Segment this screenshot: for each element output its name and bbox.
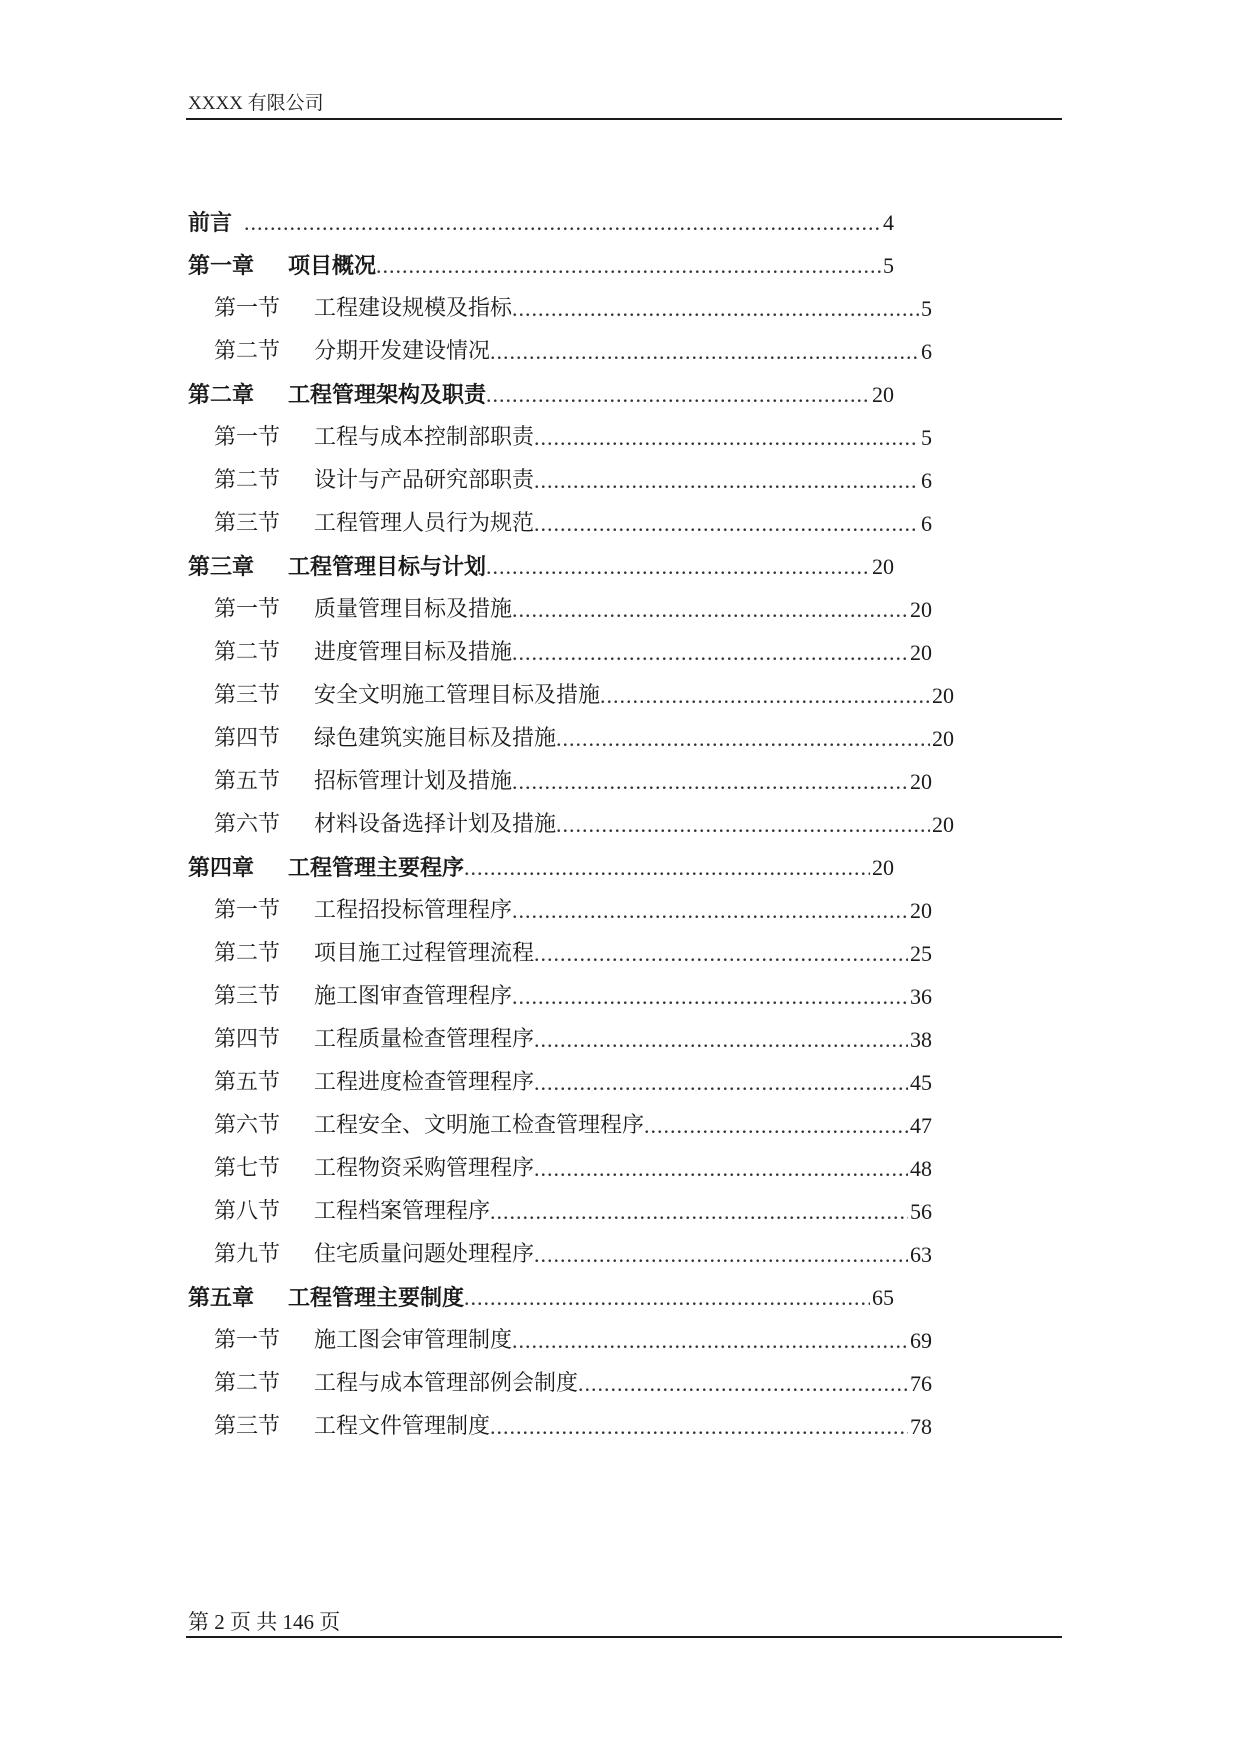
toc-section-row[interactable] bbox=[188, 507, 932, 541]
toc-dot-leader bbox=[534, 937, 908, 971]
toc-entry-title: 工程管理主要程序 bbox=[288, 855, 465, 881]
toc-entry-number: 第三节 bbox=[214, 984, 281, 1009]
toc-entry-label bbox=[188, 378, 486, 412]
toc-entry-label bbox=[214, 1410, 490, 1444]
toc-entry-title: 工程物资采购管理程序 bbox=[314, 1156, 535, 1181]
toc-entry-title: 绿色建筑实施目标及措施 bbox=[314, 726, 557, 751]
toc-dot-leader bbox=[534, 1238, 908, 1272]
toc-page-number: 69 bbox=[910, 1328, 932, 1353]
footer-divider bbox=[186, 1636, 1062, 1638]
toc-entry-number: 第一节 bbox=[214, 296, 281, 321]
toc-entry-title: 工程与成本控制部职责 bbox=[314, 425, 535, 450]
toc-entry-title: 工程安全、文明施工检查管理程序 bbox=[314, 1113, 645, 1138]
toc-dot-leader bbox=[244, 206, 881, 240]
toc-dot-leader bbox=[556, 722, 930, 756]
toc-entry-label bbox=[214, 507, 534, 541]
toc-entry-title: 工程档案管理程序 bbox=[314, 1199, 491, 1224]
toc-entry-number: 第三节 bbox=[214, 1414, 281, 1439]
toc-entry-number: 第一节 bbox=[214, 425, 281, 450]
toc-entry-title: 工程招投标管理程序 bbox=[314, 898, 513, 923]
toc-entry-title: 施工图会审管理制度 bbox=[314, 1328, 513, 1353]
toc-page-number: 5 bbox=[921, 296, 932, 321]
toc-entry-label bbox=[214, 1152, 534, 1186]
toc-section-row[interactable] bbox=[188, 421, 932, 455]
toc-entry-number: 第二节 bbox=[214, 640, 281, 665]
toc-entry-number: 第九节 bbox=[214, 1242, 281, 1267]
toc-entry-number: 第一节 bbox=[214, 898, 281, 923]
toc-dot-leader bbox=[534, 1023, 908, 1057]
toc-entry-title: 进度管理目标及措施 bbox=[314, 640, 513, 665]
toc-dot-leader bbox=[486, 550, 870, 584]
toc-entry-number: 第三章 bbox=[188, 554, 255, 580]
toc-entry-title: 工程文件管理制度 bbox=[314, 1414, 491, 1439]
toc-dot-leader bbox=[512, 765, 908, 799]
toc-dot-leader bbox=[512, 593, 908, 627]
toc-section-row[interactable] bbox=[188, 894, 932, 928]
toc-page-number: 25 bbox=[910, 941, 932, 966]
toc-entry-label bbox=[214, 1324, 512, 1358]
toc-page-number: 38 bbox=[910, 1027, 932, 1052]
toc-dot-leader bbox=[490, 1195, 908, 1229]
header-divider bbox=[186, 118, 1062, 120]
toc-dot-leader bbox=[512, 636, 908, 670]
toc-entry-number: 第六节 bbox=[214, 1113, 281, 1138]
toc-chapter-row[interactable] bbox=[188, 206, 894, 240]
toc-entry-label bbox=[214, 679, 600, 713]
toc-entry-title: 设计与产品研究部职责 bbox=[314, 468, 535, 493]
toc-entry-number: 第七节 bbox=[214, 1156, 281, 1181]
toc-dot-leader bbox=[512, 292, 919, 326]
toc-section-row[interactable] bbox=[188, 1367, 932, 1401]
toc-section-row[interactable] bbox=[188, 808, 954, 842]
toc-page-number: 48 bbox=[910, 1156, 932, 1181]
toc-entry-label bbox=[188, 249, 376, 283]
toc-entry-title: 工程管理架构及职责 bbox=[288, 382, 487, 408]
toc-page-number: 47 bbox=[910, 1113, 932, 1138]
toc-entry-number: 第二节 bbox=[214, 1371, 281, 1396]
toc-section-row[interactable] bbox=[188, 1195, 932, 1229]
toc-section-row[interactable] bbox=[188, 335, 932, 369]
toc-section-row[interactable] bbox=[188, 1023, 932, 1057]
toc-entry-title: 工程进度检查管理程序 bbox=[314, 1070, 535, 1095]
toc-section-row[interactable] bbox=[188, 765, 932, 799]
toc-section-row[interactable] bbox=[188, 1410, 932, 1444]
toc-page-number: 6 bbox=[921, 511, 932, 536]
toc-entry-title: 工程质量检查管理程序 bbox=[314, 1027, 535, 1052]
toc-entry-title: 项目施工过程管理流程 bbox=[314, 941, 535, 966]
toc-dot-leader bbox=[644, 1109, 908, 1143]
toc-entry-label bbox=[188, 1281, 464, 1315]
toc-entry-label bbox=[214, 1066, 534, 1100]
toc-entry-label bbox=[214, 808, 556, 842]
toc-entry-number: 第六节 bbox=[214, 812, 281, 837]
toc-entry-number: 第一章 bbox=[188, 253, 255, 279]
toc-entry-number: 第五节 bbox=[214, 769, 281, 794]
toc-dot-leader bbox=[512, 894, 908, 928]
toc-entry-number: 第八节 bbox=[214, 1199, 281, 1224]
toc-entry-label bbox=[214, 722, 556, 756]
toc-entry-label bbox=[214, 1109, 644, 1143]
toc-section-row[interactable] bbox=[188, 464, 932, 498]
toc-page-number: 20 bbox=[872, 382, 894, 407]
toc-entry-title: 施工图审查管理程序 bbox=[314, 984, 513, 1009]
toc-entry-label bbox=[214, 292, 512, 326]
toc-dot-leader bbox=[376, 249, 881, 283]
toc-entry-label bbox=[188, 851, 464, 885]
toc-chapter-row[interactable] bbox=[188, 851, 894, 885]
toc-entry-number: 第一节 bbox=[214, 1328, 281, 1353]
page-footer-number: 第 2 页 共 146 页 bbox=[188, 1610, 341, 1634]
toc-entry-number: 第二节 bbox=[214, 339, 281, 364]
toc-page-number: 20 bbox=[932, 726, 954, 751]
toc-entry-label bbox=[214, 937, 534, 971]
toc-page-number: 20 bbox=[910, 597, 932, 622]
toc-entry-label bbox=[214, 1023, 534, 1057]
toc-entry-label bbox=[214, 1238, 534, 1272]
toc-page-number: 4 bbox=[883, 210, 894, 235]
toc-dot-leader bbox=[534, 464, 919, 498]
toc-dot-leader bbox=[534, 421, 919, 455]
toc-entry-number: 第五章 bbox=[188, 1285, 255, 1311]
toc-dot-leader bbox=[486, 378, 870, 412]
toc-entry-title: 工程管理人员行为规范 bbox=[314, 511, 535, 536]
toc-page-number: 20 bbox=[910, 769, 932, 794]
toc-entry-label bbox=[214, 894, 512, 928]
toc-entry-number: 第一节 bbox=[214, 597, 281, 622]
toc-entry-number: 第二节 bbox=[214, 468, 281, 493]
toc-section-row[interactable] bbox=[188, 292, 932, 326]
toc-section-row[interactable] bbox=[188, 679, 954, 713]
toc-entry-number: 第五节 bbox=[214, 1070, 281, 1095]
toc-entry-title: 材料设备选择计划及措施 bbox=[314, 812, 557, 837]
toc-page-number: 20 bbox=[872, 855, 894, 880]
toc-entry-label bbox=[214, 464, 534, 498]
toc-entry-number: 第四节 bbox=[214, 1027, 281, 1052]
toc-page-number: 5 bbox=[921, 425, 932, 450]
toc-section-row[interactable] bbox=[188, 1324, 932, 1358]
toc-section-row[interactable] bbox=[188, 1238, 932, 1272]
toc-entry-label bbox=[214, 593, 512, 627]
toc-entry-title: 工程管理主要制度 bbox=[288, 1285, 465, 1311]
toc-dot-leader bbox=[578, 1367, 908, 1401]
toc-entry-title: 项目概况 bbox=[288, 253, 377, 279]
toc-page-number: 76 bbox=[910, 1371, 932, 1396]
toc-section-row[interactable] bbox=[188, 1066, 932, 1100]
toc-entry-title: 分期开发建设情况 bbox=[314, 339, 491, 364]
toc-entry-label bbox=[214, 421, 534, 455]
toc-entry-number: 第四章 bbox=[188, 855, 255, 881]
toc-chapter-row[interactable] bbox=[188, 249, 894, 283]
toc-entry-title: 安全文明施工管理目标及措施 bbox=[314, 683, 601, 708]
toc-page-number: 78 bbox=[910, 1414, 932, 1439]
toc-entry-title: 工程与成本管理部例会制度 bbox=[314, 1371, 579, 1396]
toc-chapter-row[interactable] bbox=[188, 378, 894, 412]
toc-entry-number: 第二节 bbox=[214, 941, 281, 966]
toc-page-number: 5 bbox=[883, 253, 894, 278]
toc-entry-number: 第四节 bbox=[214, 726, 281, 751]
toc-dot-leader bbox=[490, 335, 919, 369]
toc-dot-leader bbox=[556, 808, 930, 842]
toc-entry-label bbox=[214, 1195, 490, 1229]
toc-entry-label bbox=[188, 550, 486, 584]
toc-entry-number: 第三节 bbox=[214, 683, 281, 708]
toc-page-number: 20 bbox=[910, 898, 932, 923]
toc-dot-leader bbox=[600, 679, 930, 713]
toc-entry-title: 工程建设规模及指标 bbox=[314, 296, 513, 321]
toc-chapter-row[interactable] bbox=[188, 1281, 894, 1315]
toc-entry-label bbox=[214, 980, 512, 1014]
toc-dot-leader bbox=[464, 1281, 870, 1315]
toc-page-number: 6 bbox=[921, 468, 932, 493]
toc-page-number: 20 bbox=[872, 554, 894, 579]
toc-page-number: 20 bbox=[910, 640, 932, 665]
toc-page-number: 63 bbox=[910, 1242, 932, 1267]
toc-page-number: 36 bbox=[910, 984, 932, 1009]
toc-entry-label bbox=[188, 206, 244, 240]
toc-section-row[interactable] bbox=[188, 980, 932, 1014]
toc-entry-title: 质量管理目标及措施 bbox=[314, 597, 513, 622]
toc-entry-label bbox=[214, 765, 512, 799]
toc-dot-leader bbox=[464, 851, 870, 885]
toc-section-row[interactable] bbox=[188, 722, 954, 756]
toc-entry-label bbox=[214, 335, 490, 369]
toc-entry-title: 工程管理目标与计划 bbox=[288, 554, 487, 580]
toc-section-row[interactable] bbox=[188, 593, 932, 627]
toc-section-row[interactable] bbox=[188, 636, 932, 670]
toc-page-number: 45 bbox=[910, 1070, 932, 1095]
toc-entry-title: 招标管理计划及措施 bbox=[314, 769, 513, 794]
toc-dot-leader bbox=[512, 1324, 908, 1358]
toc-section-row[interactable] bbox=[188, 937, 932, 971]
toc-section-row[interactable] bbox=[188, 1152, 932, 1186]
toc-entry-number: 前言 bbox=[188, 210, 233, 236]
toc-page-number: 20 bbox=[932, 812, 954, 837]
toc-entry-title: 住宅质量问题处理程序 bbox=[314, 1242, 535, 1267]
toc-dot-leader bbox=[534, 1152, 908, 1186]
toc-entry-label bbox=[214, 636, 512, 670]
toc-dot-leader bbox=[534, 507, 919, 541]
toc-chapter-row[interactable] bbox=[188, 550, 894, 584]
toc-dot-leader bbox=[534, 1066, 908, 1100]
page-header-company: XXXX 有限公司 bbox=[188, 93, 324, 114]
toc-entry-number: 第三节 bbox=[214, 511, 281, 536]
toc-section-row[interactable] bbox=[188, 1109, 932, 1143]
toc-page-number: 6 bbox=[921, 339, 932, 364]
toc-entry-label bbox=[214, 1367, 578, 1401]
toc-dot-leader bbox=[512, 980, 908, 1014]
toc-page-number: 20 bbox=[932, 683, 954, 708]
toc-dot-leader bbox=[490, 1410, 908, 1444]
toc-entry-number: 第二章 bbox=[188, 382, 255, 408]
toc-page-number: 65 bbox=[872, 1285, 894, 1310]
toc-page-number: 56 bbox=[910, 1199, 932, 1224]
